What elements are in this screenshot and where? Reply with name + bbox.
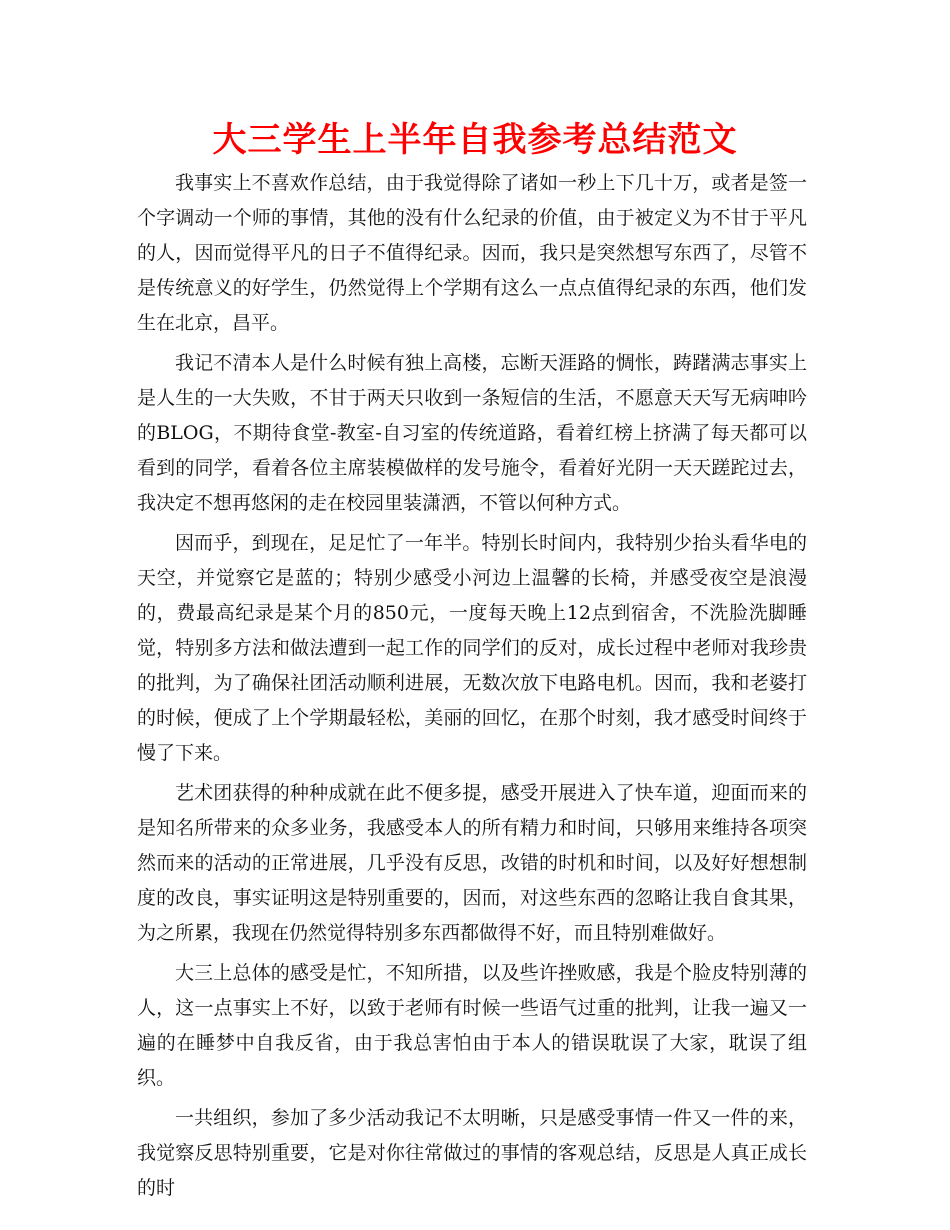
paragraph-4: 艺术团获得的种种成就在此不便多提，感受开展进入了快车道，迎面而来的是知名所带来的众多业务，我感受本人的所有精力和时间，只够用来维持各项突然而来的活动的正常进展，几乎没有反思，改错的时机和时间，以及好好想想制度的改良，事实证明这是特别重要的，因而，对这些东西的忽略让我自食其果，为之所累，我现在仍然觉得特别多东西都做得不好，而且特别难做好。 — [137, 782, 807, 944]
paragraph-5: 大三上总体的感受是忙，不知所措，以及些许挫败感，我是个脸皮特别薄的人，这一点事实上不好，以致于老师有时候一些语气过重的批判，让我一遍又一遍的在睡梦中自我反省，由于我总害怕由于本人的错误耽误了大家，耽误了组织。 — [137, 962, 807, 1089]
paragraph-3: 因而乎，到现在，足足忙了一年半。特别长时间内，我特别少抬头看华电的天空，并觉察它是蓝的；特别少感受小河边上温馨的长椅，并感受夜空是浪漫的，费最高纪录是某个月的850元，一度每天晚上12点到宿舍，不洗脸洗脚睡觉，特别多方法和做法遭到一起工作的同学们的反对，成长过程中老师对我珍贵的批判，为了确保社团活动顺利进展，无数次放下电路电机。因而，我和老婆打的时候，便成了上个学期最轻松，美丽的回忆，在那个时刻，我才感受时间终于慢了下来。 — [137, 532, 807, 764]
paragraph-1: 我事实上不喜欢作总结，由于我觉得除了诸如一秒上下几十万，或者是签一个字调动一个师的事情，其他的没有什么纪录的价值，由于被定义为不甘于平凡的人，因而觉得平凡的日子不值得纪录。因而，我只是突然想写东西了，尽管不是传统意义的好学生，仍然觉得上个学期有这么一点点值得纪录的东西，他们发生在北京，昌平。 — [137, 172, 807, 334]
paragraph-6: 一共组织，参加了多少活动我记不太明晰，只是感受事情一件又一件的来，我觉察反思特别重要，它是对你往常做过的事情的客观总结，反思是人真正成长的时 — [137, 1107, 807, 1199]
paragraph-2: 我记不清本人是什么时候有独上高楼，忘断天涯路的惆怅，踌躇满志事实上是人生的一大失败，不甘于两天只收到一条短信的生活，不愿意天天写无病呻吟的BLOG，不期待食堂-教室-自习室的传统道路，看着红榜上挤满了每天都可以看到的同学，看着各位主席装模做样的发号施令，看着好光阴一天天蹉跎过去，我决定不想再悠闲的走在校园里装潇洒，不管以何种方式。 — [137, 352, 807, 514]
document-body — [137, 166, 807, 1211]
document-title: 大三学生上半年自我参考总结范文 — [212, 120, 738, 160]
